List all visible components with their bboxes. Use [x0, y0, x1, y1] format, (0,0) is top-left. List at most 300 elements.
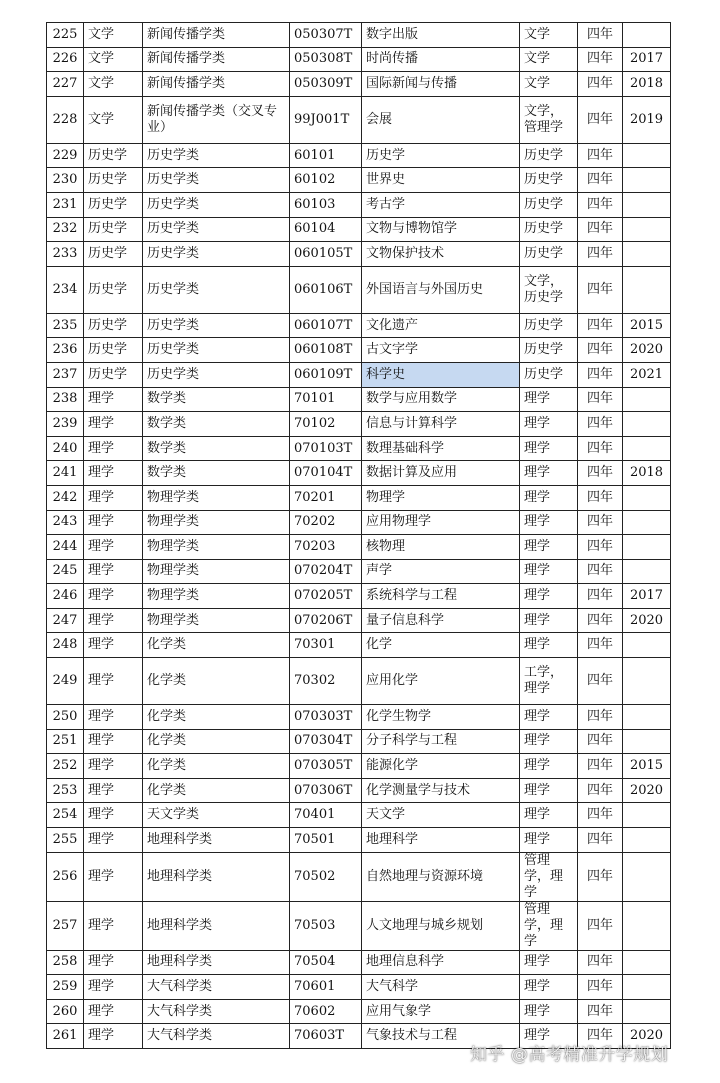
table-row	[47, 999, 671, 1024]
table-row	[47, 828, 671, 853]
major-code-cell: 60104	[290, 217, 362, 242]
degree-type-cell: 历史学	[520, 143, 578, 168]
degree-type-cell: 理学	[520, 461, 578, 486]
row-number-cell: 259	[47, 975, 84, 1000]
major-class-cell: 新闻传播学类	[143, 23, 290, 48]
table-row	[47, 436, 671, 461]
table-row	[47, 143, 671, 168]
year-added-cell	[623, 705, 671, 730]
degree-type-cell: 理学	[520, 633, 578, 658]
major-name-cell: 科学史	[362, 362, 520, 387]
degree-type-cell: 理学	[520, 803, 578, 828]
major-class-cell: 物理学类	[143, 535, 290, 560]
row-number-cell: 257	[47, 901, 84, 950]
major-class-cell: 历史学类	[143, 143, 290, 168]
major-name-cell: 系统科学与工程	[362, 584, 520, 609]
study-years-cell: 四年	[578, 485, 623, 510]
major-name-cell: 数学与应用数学	[362, 387, 520, 412]
row-number-cell: 241	[47, 461, 84, 486]
degree-type-cell: 理学	[520, 950, 578, 975]
major-code-cell: 70102	[290, 412, 362, 437]
row-number-cell: 252	[47, 754, 84, 779]
major-class-cell: 大气科学类	[143, 999, 290, 1024]
major-code-cell: 70203	[290, 535, 362, 560]
major-class-cell: 历史学类	[143, 217, 290, 242]
major-code-cell: 070103T	[290, 436, 362, 461]
study-years-cell: 四年	[578, 242, 623, 267]
major-name-cell: 能源化学	[362, 754, 520, 779]
major-class-cell: 化学类	[143, 778, 290, 803]
major-code-cell: 70301	[290, 633, 362, 658]
table-row	[47, 412, 671, 437]
discipline-category-cell: 历史学	[84, 313, 143, 338]
major-class-cell: 化学类	[143, 729, 290, 754]
degree-type-cell: 历史学	[520, 168, 578, 193]
year-added-cell	[623, 633, 671, 658]
major-code-cell: 70302	[290, 658, 362, 705]
study-years-cell: 四年	[578, 96, 623, 143]
degree-type-cell: 理学	[520, 584, 578, 609]
discipline-category-cell: 理学	[84, 828, 143, 853]
study-years-cell: 四年	[578, 729, 623, 754]
study-years-cell: 四年	[578, 559, 623, 584]
degree-type-cell: 理学	[520, 510, 578, 535]
discipline-category-cell: 文学	[84, 47, 143, 72]
discipline-category-cell: 理学	[84, 535, 143, 560]
major-class-cell: 物理学类	[143, 584, 290, 609]
discipline-category-cell: 历史学	[84, 217, 143, 242]
discipline-category-cell: 理学	[84, 658, 143, 705]
study-years-cell: 四年	[578, 901, 623, 950]
degree-type-cell: 理学	[520, 559, 578, 584]
table-row	[47, 23, 671, 48]
degree-type-cell: 文学，历史学	[520, 266, 578, 313]
table-row	[47, 217, 671, 242]
major-code-cell: 60103	[290, 192, 362, 217]
degree-type-cell: 理学	[520, 1024, 578, 1049]
major-code-cell: 070104T	[290, 461, 362, 486]
table-row	[47, 658, 671, 705]
degree-type-cell: 理学	[520, 485, 578, 510]
major-catalog-table	[46, 22, 671, 1049]
degree-type-cell: 历史学	[520, 338, 578, 363]
major-code-cell: 70602	[290, 999, 362, 1024]
year-added-cell	[623, 999, 671, 1024]
discipline-category-cell: 理学	[84, 559, 143, 584]
year-added-cell	[623, 436, 671, 461]
degree-type-cell: 管理学，理学	[520, 901, 578, 950]
major-class-cell: 数学类	[143, 436, 290, 461]
row-number-cell: 234	[47, 266, 84, 313]
major-code-cell: 070303T	[290, 705, 362, 730]
year-added-cell	[623, 803, 671, 828]
table-row	[47, 168, 671, 193]
year-added-cell	[623, 975, 671, 1000]
row-number-cell: 237	[47, 362, 84, 387]
row-number-cell: 238	[47, 387, 84, 412]
major-code-cell: 99J001T	[290, 96, 362, 143]
study-years-cell: 四年	[578, 975, 623, 1000]
row-number-cell: 233	[47, 242, 84, 267]
table-row	[47, 633, 671, 658]
study-years-cell: 四年	[578, 436, 623, 461]
row-number-cell: 235	[47, 313, 84, 338]
major-class-cell: 数学类	[143, 461, 290, 486]
study-years-cell: 四年	[578, 168, 623, 193]
year-added-cell	[623, 658, 671, 705]
year-added-cell: 2017	[623, 47, 671, 72]
major-name-cell: 数理基础科学	[362, 436, 520, 461]
major-name-cell: 应用物理学	[362, 510, 520, 535]
major-name-cell: 应用化学	[362, 658, 520, 705]
study-years-cell: 四年	[578, 658, 623, 705]
year-added-cell: 2020	[623, 1024, 671, 1049]
row-number-cell: 250	[47, 705, 84, 730]
table-row	[47, 584, 671, 609]
major-name-cell: 地理科学	[362, 828, 520, 853]
discipline-category-cell: 理学	[84, 778, 143, 803]
row-number-cell: 258	[47, 950, 84, 975]
degree-type-cell: 管理学，理学	[520, 852, 578, 901]
table-row	[47, 778, 671, 803]
degree-type-cell: 理学	[520, 778, 578, 803]
major-code-cell: 70201	[290, 485, 362, 510]
major-class-cell: 物理学类	[143, 559, 290, 584]
year-added-cell	[623, 387, 671, 412]
major-name-cell: 会展	[362, 96, 520, 143]
degree-type-cell: 文学	[520, 47, 578, 72]
major-code-cell: 70504	[290, 950, 362, 975]
year-added-cell	[623, 266, 671, 313]
row-number-cell: 242	[47, 485, 84, 510]
major-class-cell: 地理科学类	[143, 852, 290, 901]
degree-type-cell: 历史学	[520, 242, 578, 267]
degree-type-cell: 理学	[520, 754, 578, 779]
major-name-cell: 国际新闻与传播	[362, 72, 520, 97]
study-years-cell: 四年	[578, 778, 623, 803]
row-number-cell: 249	[47, 658, 84, 705]
year-added-cell	[623, 510, 671, 535]
major-name-cell: 气象技术与工程	[362, 1024, 520, 1049]
year-added-cell	[623, 217, 671, 242]
major-code-cell: 070305T	[290, 754, 362, 779]
major-name-cell: 考古学	[362, 192, 520, 217]
major-class-cell: 天文学类	[143, 803, 290, 828]
discipline-category-cell: 历史学	[84, 362, 143, 387]
major-name-cell: 大气科学	[362, 975, 520, 1000]
table-row	[47, 852, 671, 901]
table-row	[47, 975, 671, 1000]
discipline-category-cell: 理学	[84, 803, 143, 828]
study-years-cell: 四年	[578, 535, 623, 560]
discipline-category-cell: 理学	[84, 633, 143, 658]
discipline-category-cell: 理学	[84, 1024, 143, 1049]
row-number-cell: 240	[47, 436, 84, 461]
degree-type-cell: 理学	[520, 828, 578, 853]
major-code-cell: 60102	[290, 168, 362, 193]
discipline-category-cell: 理学	[84, 729, 143, 754]
major-code-cell: 070204T	[290, 559, 362, 584]
major-name-cell: 地理信息科学	[362, 950, 520, 975]
degree-type-cell: 理学	[520, 535, 578, 560]
major-code-cell: 70502	[290, 852, 362, 901]
major-name-cell: 人文地理与城乡规划	[362, 901, 520, 950]
discipline-category-cell: 理学	[84, 754, 143, 779]
year-added-cell: 2020	[623, 778, 671, 803]
degree-type-cell: 文学，管理学	[520, 96, 578, 143]
discipline-category-cell: 理学	[84, 705, 143, 730]
major-code-cell: 70601	[290, 975, 362, 1000]
study-years-cell: 四年	[578, 72, 623, 97]
study-years-cell: 四年	[578, 23, 623, 48]
major-class-cell: 物理学类	[143, 510, 290, 535]
discipline-category-cell: 理学	[84, 461, 143, 486]
study-years-cell: 四年	[578, 217, 623, 242]
row-number-cell: 226	[47, 47, 84, 72]
discipline-category-cell: 文学	[84, 96, 143, 143]
major-class-cell: 新闻传播学类	[143, 47, 290, 72]
major-class-cell: 物理学类	[143, 608, 290, 633]
major-name-cell: 数据计算及应用	[362, 461, 520, 486]
year-added-cell: 2021	[623, 362, 671, 387]
year-added-cell	[623, 729, 671, 754]
row-number-cell: 239	[47, 412, 84, 437]
major-class-cell: 历史学类	[143, 266, 290, 313]
major-code-cell: 60101	[290, 143, 362, 168]
row-number-cell: 236	[47, 338, 84, 363]
table-row	[47, 242, 671, 267]
year-added-cell	[623, 192, 671, 217]
table-body	[47, 23, 671, 1049]
document-page	[46, 22, 670, 1049]
major-class-cell: 历史学类	[143, 242, 290, 267]
degree-type-cell: 历史学	[520, 362, 578, 387]
study-years-cell: 四年	[578, 143, 623, 168]
discipline-category-cell: 理学	[84, 412, 143, 437]
major-name-cell: 数字出版	[362, 23, 520, 48]
year-added-cell	[623, 559, 671, 584]
row-number-cell: 247	[47, 608, 84, 633]
year-added-cell: 2020	[623, 338, 671, 363]
major-class-cell: 地理科学类	[143, 950, 290, 975]
study-years-cell: 四年	[578, 313, 623, 338]
study-years-cell: 四年	[578, 950, 623, 975]
major-code-cell: 060109T	[290, 362, 362, 387]
major-code-cell: 070206T	[290, 608, 362, 633]
year-added-cell	[623, 828, 671, 853]
year-added-cell: 2020	[623, 608, 671, 633]
major-class-cell: 大气科学类	[143, 1024, 290, 1049]
table-row	[47, 461, 671, 486]
major-name-cell: 文物与博物馆学	[362, 217, 520, 242]
major-class-cell: 数学类	[143, 387, 290, 412]
major-code-cell: 060108T	[290, 338, 362, 363]
year-added-cell: 2015	[623, 313, 671, 338]
major-name-cell: 应用气象学	[362, 999, 520, 1024]
table-row	[47, 535, 671, 560]
discipline-category-cell: 理学	[84, 950, 143, 975]
major-name-cell: 化学	[362, 633, 520, 658]
major-class-cell: 化学类	[143, 754, 290, 779]
table-row	[47, 754, 671, 779]
row-number-cell: 225	[47, 23, 84, 48]
major-class-cell: 地理科学类	[143, 828, 290, 853]
major-class-cell: 历史学类	[143, 338, 290, 363]
major-class-cell: 历史学类	[143, 362, 290, 387]
study-years-cell: 四年	[578, 192, 623, 217]
year-added-cell: 2018	[623, 461, 671, 486]
row-number-cell: 244	[47, 535, 84, 560]
major-code-cell: 060107T	[290, 313, 362, 338]
major-code-cell: 70501	[290, 828, 362, 853]
major-name-cell: 量子信息科学	[362, 608, 520, 633]
major-name-cell: 历史学	[362, 143, 520, 168]
table-row	[47, 803, 671, 828]
major-class-cell: 数学类	[143, 412, 290, 437]
degree-type-cell: 历史学	[520, 192, 578, 217]
degree-type-cell: 理学	[520, 436, 578, 461]
degree-type-cell: 理学	[520, 608, 578, 633]
major-name-cell: 分子科学与工程	[362, 729, 520, 754]
watermark-text: 知乎 @高考精准升学规划	[470, 1045, 669, 1065]
discipline-category-cell: 理学	[84, 387, 143, 412]
table-row	[47, 338, 671, 363]
table-row	[47, 362, 671, 387]
discipline-category-cell: 历史学	[84, 168, 143, 193]
year-added-cell	[623, 852, 671, 901]
row-number-cell: 248	[47, 633, 84, 658]
table-row	[47, 901, 671, 950]
discipline-category-cell: 理学	[84, 485, 143, 510]
year-added-cell	[623, 535, 671, 560]
major-name-cell: 化学生物学	[362, 705, 520, 730]
study-years-cell: 四年	[578, 754, 623, 779]
discipline-category-cell: 历史学	[84, 143, 143, 168]
discipline-category-cell: 理学	[84, 608, 143, 633]
table-row	[47, 950, 671, 975]
major-name-cell: 核物理	[362, 535, 520, 560]
major-code-cell: 050307T	[290, 23, 362, 48]
degree-type-cell: 文学	[520, 23, 578, 48]
row-number-cell: 243	[47, 510, 84, 535]
study-years-cell: 四年	[578, 412, 623, 437]
discipline-category-cell: 理学	[84, 584, 143, 609]
degree-type-cell: 理学	[520, 412, 578, 437]
year-added-cell: 2017	[623, 584, 671, 609]
discipline-category-cell: 历史学	[84, 192, 143, 217]
year-added-cell	[623, 485, 671, 510]
study-years-cell: 四年	[578, 338, 623, 363]
study-years-cell: 四年	[578, 584, 623, 609]
row-number-cell: 227	[47, 72, 84, 97]
row-number-cell: 245	[47, 559, 84, 584]
major-name-cell: 文化遗产	[362, 313, 520, 338]
year-added-cell: 2015	[623, 754, 671, 779]
major-name-cell: 信息与计算科学	[362, 412, 520, 437]
study-years-cell: 四年	[578, 852, 623, 901]
study-years-cell: 四年	[578, 633, 623, 658]
study-years-cell: 四年	[578, 362, 623, 387]
row-number-cell: 253	[47, 778, 84, 803]
row-number-cell: 230	[47, 168, 84, 193]
row-number-cell: 260	[47, 999, 84, 1024]
row-number-cell: 231	[47, 192, 84, 217]
degree-type-cell: 历史学	[520, 313, 578, 338]
study-years-cell: 四年	[578, 1024, 623, 1049]
major-class-cell: 化学类	[143, 658, 290, 705]
year-added-cell	[623, 168, 671, 193]
major-name-cell: 外国语言与外国历史	[362, 266, 520, 313]
year-added-cell	[623, 412, 671, 437]
study-years-cell: 四年	[578, 803, 623, 828]
major-class-cell: 历史学类	[143, 192, 290, 217]
major-code-cell: 070306T	[290, 778, 362, 803]
major-class-cell: 新闻传播学类（交叉专业）	[143, 96, 290, 143]
study-years-cell: 四年	[578, 608, 623, 633]
row-number-cell: 246	[47, 584, 84, 609]
year-added-cell: 2019	[623, 96, 671, 143]
discipline-category-cell: 历史学	[84, 338, 143, 363]
study-years-cell: 四年	[578, 510, 623, 535]
discipline-category-cell: 历史学	[84, 242, 143, 267]
major-name-cell: 时尚传播	[362, 47, 520, 72]
year-added-cell	[623, 901, 671, 950]
major-code-cell: 70401	[290, 803, 362, 828]
major-class-cell: 化学类	[143, 633, 290, 658]
degree-type-cell: 理学	[520, 729, 578, 754]
table-row	[47, 559, 671, 584]
discipline-category-cell: 理学	[84, 975, 143, 1000]
study-years-cell: 四年	[578, 461, 623, 486]
major-code-cell: 70101	[290, 387, 362, 412]
major-code-cell: 060105T	[290, 242, 362, 267]
table-row	[47, 387, 671, 412]
discipline-category-cell: 理学	[84, 436, 143, 461]
degree-type-cell: 文学	[520, 72, 578, 97]
table-row	[47, 608, 671, 633]
discipline-category-cell: 文学	[84, 72, 143, 97]
table-row	[47, 313, 671, 338]
major-class-cell: 新闻传播学类	[143, 72, 290, 97]
degree-type-cell: 理学	[520, 975, 578, 1000]
row-number-cell: 229	[47, 143, 84, 168]
major-code-cell: 050308T	[290, 47, 362, 72]
major-class-cell: 历史学类	[143, 168, 290, 193]
table-row	[47, 266, 671, 313]
major-name-cell: 世界史	[362, 168, 520, 193]
row-number-cell: 254	[47, 803, 84, 828]
year-added-cell	[623, 23, 671, 48]
major-name-cell: 自然地理与资源环境	[362, 852, 520, 901]
row-number-cell: 255	[47, 828, 84, 853]
major-name-cell: 古文字学	[362, 338, 520, 363]
degree-type-cell: 理学	[520, 387, 578, 412]
table-row	[47, 192, 671, 217]
degree-type-cell: 理学	[520, 999, 578, 1024]
study-years-cell: 四年	[578, 387, 623, 412]
year-added-cell	[623, 143, 671, 168]
major-class-cell: 大气科学类	[143, 975, 290, 1000]
major-name-cell: 天文学	[362, 803, 520, 828]
table-row	[47, 705, 671, 730]
table-row	[47, 729, 671, 754]
major-name-cell: 声学	[362, 559, 520, 584]
row-number-cell: 261	[47, 1024, 84, 1049]
study-years-cell: 四年	[578, 47, 623, 72]
table-row	[47, 96, 671, 143]
major-name-cell: 物理学	[362, 485, 520, 510]
year-added-cell	[623, 242, 671, 267]
